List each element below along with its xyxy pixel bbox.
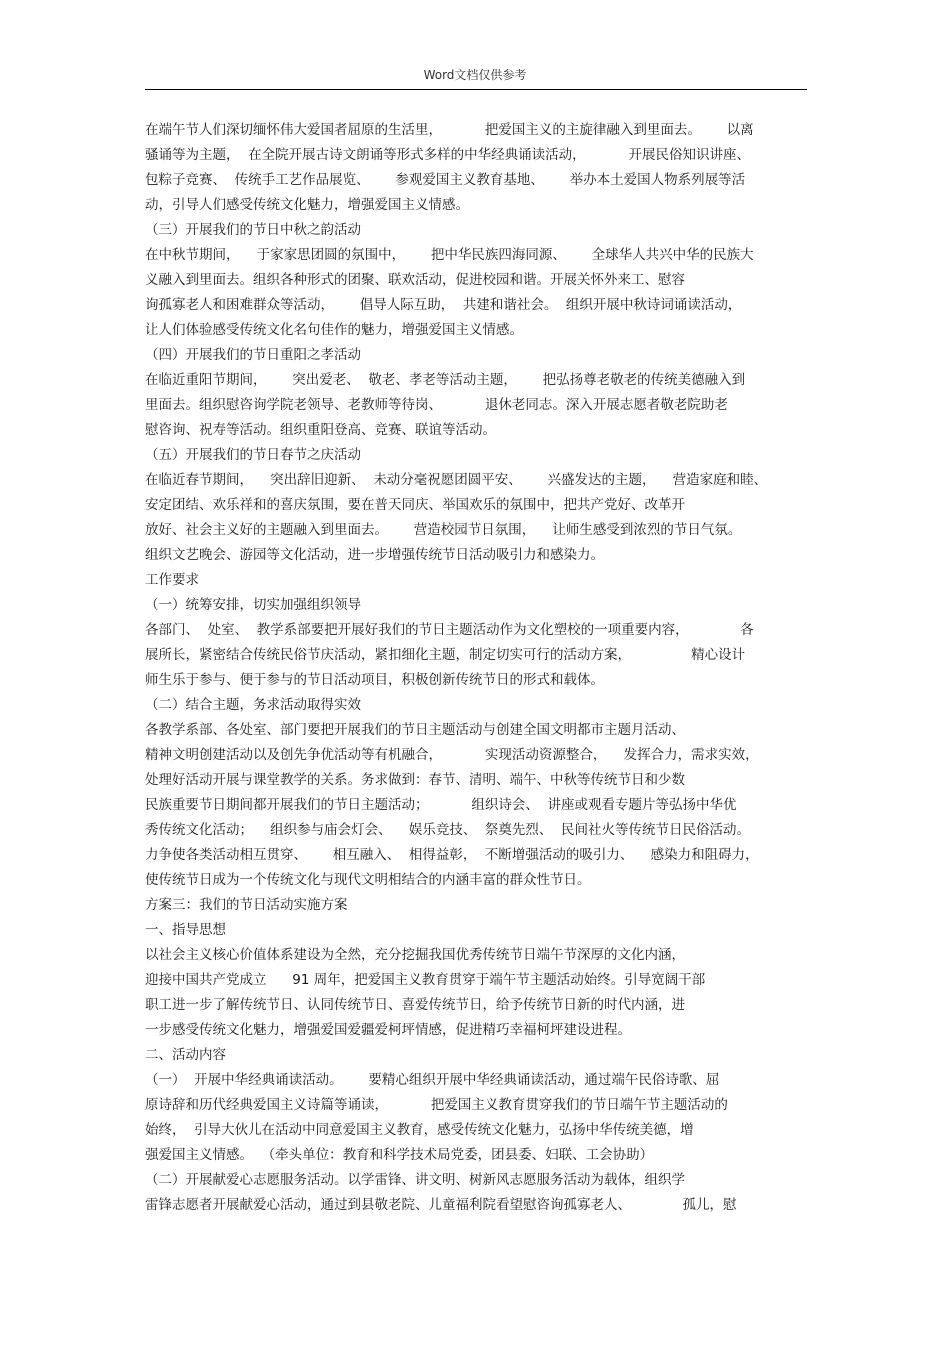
text-line: 精神文明创建活动以及创先争优活动等有机融合， 实现活动资源整合， 发挥合力，需求实效， xyxy=(145,747,759,763)
text-line: 在端午节人们深切缅怀伟大爱国者屈原的生活里， 把爱国主义的主旋律融入到里面去。 以离 xyxy=(145,122,754,138)
text-line: （四）开展我们的节日重阳之孝活动 xyxy=(145,347,361,363)
text-line: 骚诵等为主题， 在全院开展古诗文朗诵等形式多样的中华经典诵读活动， 开展民俗知识讲座、 xyxy=(145,147,750,163)
text-line: 安定团结、欢乐祥和的喜庆氛围，要在普天同庆、举国欢乐的氛围中，把共产党好、改革开 xyxy=(145,497,685,513)
text-line: 以社会主义核心价值体系建设为全然，充分挖掘我国优秀传统节日端午节深厚的文化内涵， xyxy=(145,947,685,963)
text-line: 原诗辞和历代经典爱国主义诗篇等诵读， 把爱国主义教育贯穿我们的节日端午节主题活动的 xyxy=(145,1097,728,1113)
text-line: 各教学系部、各处室、部门要把开展我们的节日主题活动与创建全国文明都市主题月活动、 xyxy=(145,722,685,738)
text-line: （一） 开展中华经典诵读活动。 要精心组织开展中华经典诵读活动，通过端午民俗诗歌、屈 xyxy=(145,1072,720,1088)
text-line: 秀传统文化活动； 组织参与庙会灯会、 娱乐竞技、 祭奠先烈、 民间社火等传统节日民俗活动。 xyxy=(145,822,750,838)
text-line: 在中秋节期间， 于家家思团圆的氛围中， 把中华民族四海同源、 全球华人共兴中华的民族大 xyxy=(145,247,754,263)
text-line: 师生乐于参与、便于参与的节日活动项目，积极创新传统节日的形式和载体。 xyxy=(145,672,604,688)
text-line: 二、活动内容 xyxy=(145,1047,226,1063)
text-line: 雷锋志愿者开展献爱心活动，通过到县敬老院、儿童福利院看望慰咨询孤寡老人、 孤儿，慰 xyxy=(145,1197,737,1213)
text-line: 在临近重阳节期间， 突出爱老、 敬老、孝老等活动主题， 把弘扬尊老敬老的传统美德融入到 xyxy=(145,372,746,388)
text-line: （五）开展我们的节日春节之庆活动 xyxy=(145,447,361,463)
text-line: 工作要求 xyxy=(145,572,199,588)
text-line: （一）统筹安排，切实加强组织领导 xyxy=(145,597,361,613)
text-line: 动，引导人们感受传统文化魅力，增强爱国主义情感。 xyxy=(145,197,469,213)
text-line: 民族重要节日期间都开展我们的节日主题活动； 组织诗会、 讲座或观看专题片等弘扬中华优 xyxy=(145,797,737,813)
text-line: 职工进一步了解传统节日、认同传统节日、喜爱传统节日，给予传统节日新的时代内涵，进 xyxy=(145,997,685,1013)
text-line: 让人们体验感受传统文化名句佳作的魅力，增强爱国主义情感。 xyxy=(145,322,523,338)
text-line: 组织文艺晚会、游园等文化活动，进一步增强传统节日活动吸引力和感染力。 xyxy=(145,547,604,563)
text-line: 在临近春节期间， 突出辞旧迎新、 未动分毫祝愿团圆平安、 兴盛发达的主题， 营造家庭和睦、 xyxy=(145,472,768,488)
text-line: 各部门、 处室、 教学系部要把开展好我们的节日主题活动作为文化塑校的一项重要内容， 各 xyxy=(145,622,754,638)
text-line: 义融入到里面去。组织各种形式的团聚、联欢活动，促进校园和谐。开展关怀外来工、慰容 xyxy=(145,272,685,288)
document-body xyxy=(145,118,807,1218)
text-line: 始终， 引导大伙儿在活动中同意爱国主义教育，感受传统文化魅力，弘扬中华传统美德，增 xyxy=(145,1122,694,1138)
text-line: 使传统节日成为一个传统文化与现代文明相结合的内涵丰富的群众性节日。 xyxy=(145,872,591,888)
text-line: 询孤寡老人和困难群众等活动， 倡导人际互助， 共建和谐社会。 组织开展中秋诗词诵读活动， xyxy=(145,297,742,313)
text-line: 处理好活动开展与课堂教学的关系。务求做到：春节、清明、端午、中秋等传统节日和少数 xyxy=(145,772,685,788)
text-line: （三）开展我们的节日中秋之韵活动 xyxy=(145,222,361,238)
text-line: 里面去。组织慰咨询学院老领导、老教师等待岗、 退休老同志。深入开展志愿者敬老院助老 xyxy=(145,397,728,413)
text-line: （二）结合主题，务求活动取得实效 xyxy=(145,697,361,713)
text-line: 力争使各类活动相互贯穿、 相互融入、 相得益彰， 不断增强活动的吸引力、 感染力和阻碍力， xyxy=(145,847,759,863)
text-line: 放好、社会主义好的主题融入到里面去。 营造校园节日氛围， 让师生感受到浓烈的节日气氛。 xyxy=(145,522,742,538)
text-line: 迎接中国共产党成立 91 周年，把爱国主义教育贯穿于端午节主题活动始终。引导宽阔干部 xyxy=(145,972,706,988)
text-line: 慰咨询、祝寿等活动。组织重阳登高、竞赛、联谊等活动。 xyxy=(145,422,496,438)
text-line: 方案三：我们的节日活动实施方案 xyxy=(145,897,348,913)
text-line: （二）开展献爱心志愿服务活动。以学雷锋、讲文明、树新风志愿服务活动为载体，组织学 xyxy=(145,1172,685,1188)
text-line: 强爱国主义情感。 （牵头单位：教育和科学技术局党委，团县委、妇联、工会协助） xyxy=(145,1147,654,1163)
text-line: 一步感受传统文化魅力，增强爱国爱疆爱柯坪情感，促进精巧幸福柯坪建设进程。 xyxy=(145,1022,631,1038)
header-divider xyxy=(145,89,807,90)
page-header-title: Word文档仅供参考 xyxy=(423,68,527,82)
text-line: 一、指导思想 xyxy=(145,922,226,938)
text-line: 展所长，紧密结合传统民俗节庆活动，紧扣细化主题，制定切实可行的活动方案， 精心设计 xyxy=(145,647,746,663)
text-line: 包粽子竞赛、 传统手工艺作品展览、 参观爱国主义教育基地、 举办本土爱国人物系列展等活 xyxy=(145,172,746,188)
